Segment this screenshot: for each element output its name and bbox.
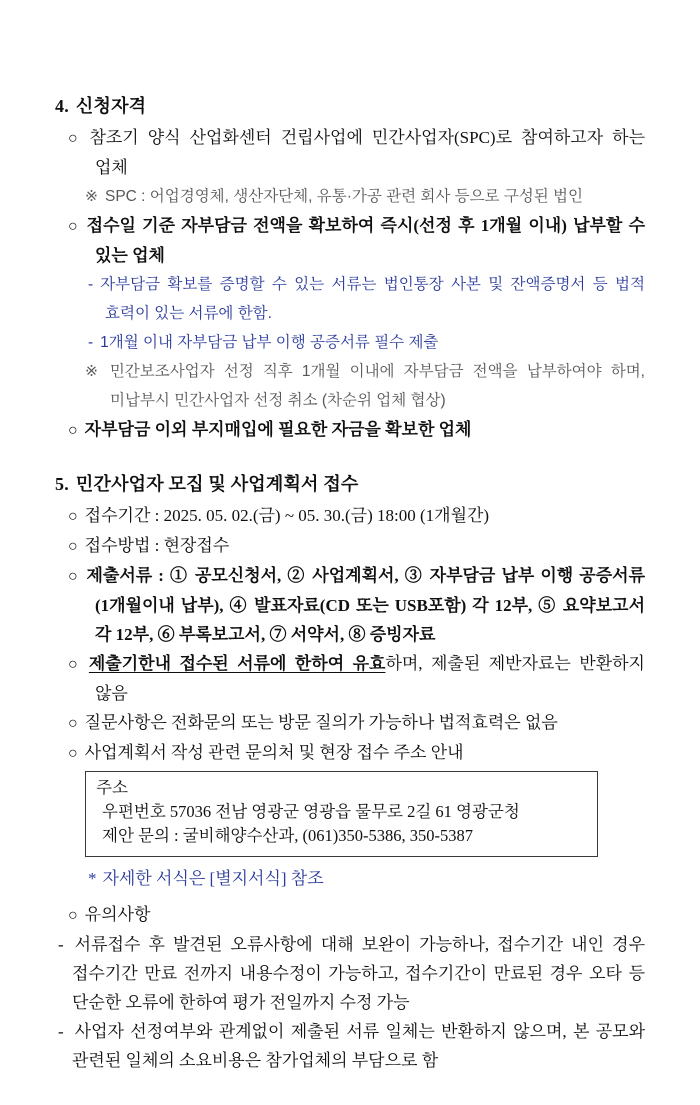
section-5-heading bbox=[55, 470, 645, 499]
text-segment: 사업자 선정여부와 관계없이 제출된 서류 일체는 반환하지 않으며, 본 공모와 관련된 일체의 소요비용은 참가업체의 부담으로 함 bbox=[72, 1022, 645, 1070]
item-marker: ○ bbox=[68, 907, 78, 924]
item-marker: ○ bbox=[68, 218, 80, 235]
item-required-documents bbox=[55, 561, 645, 649]
text-segment: 제출서류 : ① 공모신청서, ② 사업계획서, ③ 자부담금 납부 이행 공증서류(1개월이내 납부), ④ 발표자료(CD 또는 USB포함) 각 12부, ⑤ 요약보고서 각 12부, ⑥ 부록보고서, ⑦ 서약서, ⑧ 증빙자료 bbox=[86, 566, 645, 644]
text-segment: 민간사업자 모집 및 사업계획서 접수 bbox=[75, 474, 359, 494]
text-segment: 참조기 양식 산업화센터 건립사업에 민간사업자(SPC)로 참여하고자 하는 업체 bbox=[89, 128, 645, 177]
item-notes-heading bbox=[55, 900, 645, 930]
item-marker: 5. bbox=[55, 474, 69, 494]
text-segment: SPC : 어업경영체, 생산자단체, 유통·가공 관련 회사 등으로 구성된 법인 bbox=[105, 188, 584, 205]
item-marker: ※ bbox=[85, 188, 98, 205]
document-body bbox=[55, 92, 645, 1075]
item-marker: ※ bbox=[85, 363, 103, 380]
text-segment: 민간보조사업자 선정 직후 1개월 이내에 자부담금 전액을 납부하여야 하며, 미납부시 민간사업자 선정 취소 (차순위 업체 협상) bbox=[109, 363, 645, 409]
text-segment: 제출기한내 접수된 서류에 한하여 유효 bbox=[88, 654, 386, 673]
address-box bbox=[85, 771, 598, 857]
text-segment: 접수일 기준 자부담금 전액을 확보하여 즉시(선정 후 1개월 이내) 납부할 수 있는 업체 bbox=[86, 216, 646, 265]
item-marker: - bbox=[58, 1022, 64, 1041]
item-marker: ○ bbox=[68, 745, 78, 762]
item-marker: ○ bbox=[68, 130, 83, 147]
item-marker: ○ bbox=[68, 422, 78, 439]
item-marker: ○ bbox=[68, 568, 80, 585]
text-segment: 자세한 서식은 [별지서식] 참조 bbox=[102, 869, 324, 888]
text-segment: 자부담금 이외 부지매입에 필요한 자금을 확보한 업체 bbox=[84, 420, 472, 439]
text-segment: 사업계획서 작성 관련 문의처 및 현장 접수 주소 안내 bbox=[84, 743, 464, 762]
subitem-error-correction bbox=[55, 930, 645, 1017]
item-questions bbox=[55, 708, 645, 738]
text-segment: 신청자격 bbox=[75, 96, 147, 116]
item-application-method bbox=[55, 531, 645, 561]
item-marker: - bbox=[58, 935, 64, 954]
section-4-heading bbox=[55, 92, 645, 121]
note-spc-definition bbox=[55, 182, 645, 211]
item-land-purchase-funds bbox=[55, 415, 645, 445]
subitem-funding-proof-docs bbox=[55, 270, 645, 328]
text-segment: 1개월 이내 자부담금 납부 이행 공증서류 필수 제출 bbox=[100, 334, 439, 351]
item-marker: ○ bbox=[68, 538, 78, 555]
item-marker: ○ bbox=[68, 656, 82, 673]
item-self-funding bbox=[55, 211, 645, 270]
text-segment: 접수기간 : 2025. 05. 02.(금) ~ 05. 30.(금) 18:00 (1개월간) bbox=[84, 506, 490, 525]
text-segment: 유의사항 bbox=[84, 905, 151, 924]
item-application-period bbox=[55, 501, 645, 531]
item-marker: 4. bbox=[55, 96, 69, 116]
item-eligibility-participant bbox=[55, 123, 645, 182]
item-marker: ○ bbox=[68, 508, 78, 525]
item-marker: ○ bbox=[68, 715, 78, 732]
info-box-line: 우편번호 57036 전남 영광군 영광읍 물무로 2길 61 영광군청 bbox=[102, 802, 520, 821]
info-box-line: 제안 문의 : 굴비해양수산과, (061)350-5386, 350-5387 bbox=[102, 826, 474, 845]
item-marker: - bbox=[88, 276, 94, 293]
text-segment: 자부담금 확보를 증명할 수 있는 서류는 법인통장 사본 및 잔액증명서 등 법적 효력이 있는 서류에 한함. bbox=[100, 276, 645, 322]
note-form-reference bbox=[55, 864, 645, 893]
text-segment: 서류접수 후 발견된 오류사항에 대해 보완이 가능하나, 접수기간 내인 경우 접수기간 만료 전까지 내용수정이 가능하고, 접수기간이 만료된 경우 오타 등 단순한 오류에 한하여 평가 전일까지 수정 가능 bbox=[72, 935, 645, 1012]
item-marker: - bbox=[88, 334, 94, 351]
info-box-line: 주소 bbox=[96, 778, 128, 797]
note-payment-deadline bbox=[55, 357, 645, 415]
text-segment: 질문사항은 전화문의 또는 방문 질의가 가능하나 법적효력은 없음 bbox=[84, 713, 558, 732]
subitem-no-return-costs bbox=[55, 1017, 645, 1075]
text-segment: 하며, 제출된 제반자료는 반환하지 않음 bbox=[95, 654, 645, 703]
item-marker: * bbox=[88, 869, 97, 888]
text-segment: 접수방법 : 현장접수 bbox=[84, 536, 230, 555]
item-submission-validity bbox=[55, 649, 645, 708]
subitem-notarized-docs bbox=[55, 328, 645, 357]
item-contact-info-guide bbox=[55, 738, 645, 768]
